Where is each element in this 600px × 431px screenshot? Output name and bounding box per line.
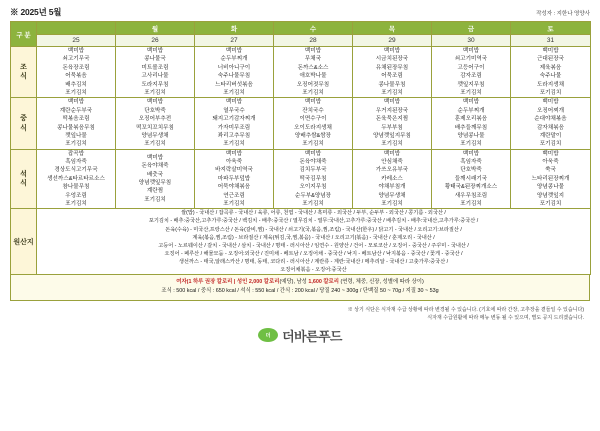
origin-line-6: 생선까스 - 태국,알래스카산 / 명태, 동태, 코다리 - 러시아산 / 계란류 - 계란:국내산 / 메추리알 - 국내산 / 고춧가루:중국산 / <box>178 258 449 265</box>
menu-cell-r1-c0: 백미밥 계란순두부국 떡볶음조림 콩나물볶음무침 깻잎나물 포기김치 <box>37 98 116 149</box>
menu-cell-r1-c3: 백미밥 잔치국수 이면수구이 오이도라지생채 양배추쌈&쌈장 포기김치 <box>274 98 353 149</box>
menu-cell-r1-c5: 백미밥 순두부찌개 훈제오리볶음 배추들깨무침 양념콩나물 포기김치 <box>432 98 511 149</box>
origin-line-5: 오징어 - 페루산 / 해물모둠 - 오징어:외국산 / 진미채 - 베트남 / 오징어채 - 중국산 / 낙지 - 베트남산 / 낙지볶음 - 중국산 / 꽃게 - 중국산 / <box>164 250 463 257</box>
menu-cell-r0-c1: 백미밥 콩나물국 미트볼조림 고사리나물 도라지무침 포기김치 <box>116 47 195 98</box>
menu-cell-r1-c2: 백미밥 열무국수 돼지고기감자찌개 가자미무조림 꽈리고추무침 포기김치 <box>195 98 274 149</box>
origin-line-3: 계육(볶음,찜,조림) - 브라질산 / 계육(튀김,국,찜,볶음) - 국내산 / 오리고기(볶음) - 국내산 / 훈제오리 - 국내산 / <box>192 234 435 241</box>
menu-cell-r2-c6: 백미밥 아욱죽 쑥국 느타리된장찌개 양념콩나물 양념깻잎지 포기김치 <box>511 149 591 209</box>
date-cell-30: 30 <box>432 35 511 47</box>
menu-cell-r0-c4: 백미밥 시금치된장국 유채된장무침 어묵조림 콩나물무침 포기김치 <box>353 47 432 98</box>
calorie-line-1 <box>13 278 587 287</box>
menu-cell-r2-c0: 잡곡밥 흑임자죽 경상도식고기무국 생선까스&타르타르소스 참나물무침 우엉조림 포기김치 <box>37 149 116 209</box>
menu-table <box>10 21 591 275</box>
logo-icon: 더 <box>258 328 278 342</box>
menu-cell-r2-c1: 백미밥 돈육야채죽 배춧국 양념깻잎무침 계란찜 포기김치 <box>116 149 195 209</box>
calorie-mid: (예당), 남성 <box>279 278 309 285</box>
date-cell-27: 27 <box>195 35 274 47</box>
origin-label: 원산지 <box>11 209 37 275</box>
menu-cell-r1-c4: 백미밥 우거지된장국 돈육묵은지찜 두부부침 양념깻잎지무침 포기김치 <box>353 98 432 149</box>
date-cell-28: 28 <box>274 35 353 47</box>
calorie-value-a: 2,000 칼로리 <box>248 278 280 285</box>
calorie-guide <box>10 275 590 301</box>
menu-cell-r1-c1: 백미밥 단호박죽 오징어부추전 떡꼬치꼬치무침 양념무생채 포기김치 <box>116 98 195 149</box>
menu-cell-r2-c3: 백미밥 돈육야채죽 김치두부국 떡국김무침 오이지무침 순두부&양념장 포기김치 <box>274 149 353 209</box>
origin-line-0: 쌀(밥) - 국내산 / 잡곡류 - 국내산 / 육류, 어류, 천엽 - 국내산 / 흑미류 - 외국산 / 두부, 순두부 - 외국산 / 콩기름 - 외국산 / <box>181 210 446 217</box>
author-meta: 작성자 : 지한나 영양사 <box>536 11 590 17</box>
menu-cell-r2-c4: 백미밥 안심채죽 가쓰오유부국 카레소스 야채부침개 양념무생채 포기김치 <box>353 149 432 209</box>
meal-row-label-1: 중 식 <box>11 98 37 149</box>
menu-cell-r0-c5: 백미밥 쇠고기미역국 고등어구이 감자조림 깻잎지무침 포기김치 <box>432 47 511 98</box>
date-cell-29: 29 <box>353 35 432 47</box>
column-header-division: 구 분 <box>11 22 37 47</box>
day-header-0 <box>37 22 116 35</box>
origin-body <box>37 209 591 275</box>
date-cell-26: 26 <box>116 35 195 47</box>
page-title: ※ 2025년 5월 <box>10 7 62 17</box>
footnote-1: ※ 상기 식단은 식자재 수급 상황에 따라 변경될 수 있습니다. (기호에 따라 간장, 고추장을 곁들일 수 있습니다) <box>347 306 584 313</box>
document-header <box>10 6 590 18</box>
date-cell-31: 31 <box>511 35 591 47</box>
origin-line-7: 오징어채볶음 - 오징어:중국산 <box>280 266 347 273</box>
footnote-2: 식자재 수급원활에 따라 메뉴 변동 될 수 있으며, 별도 공지 드리겠습니다. <box>427 314 584 321</box>
logo-text: 더바른푸드 <box>282 328 342 344</box>
calorie-value-b: 1,600 칼로리 <box>308 278 339 285</box>
origin-line-1: 포기김치 - 배추:중국산,고추가루:중국산 / 백김치 - 배추:중국산 / 열무김치 - 열무:국내산,고추가루:중국산 / 배추김치 - 배추:국내산,고추가루:중국산 / <box>148 218 479 225</box>
day-header-3: 수 <box>274 22 353 35</box>
menu-cell-r0-c0: 백미밥 쇠고기무국 돈육장조림 어묵볶음 배추김치 포기김치 <box>37 47 116 98</box>
day-header-5: 금 <box>432 22 511 35</box>
meal-row-label-0: 조 식 <box>11 47 37 98</box>
menu-cell-r0-c3: 백미밥 무채국 돈까스&소스 애호박나물 오징어젓무침 포기김치 <box>274 47 353 98</box>
origin-line-2: 돈육(수육) - 미국산,프랑스산 / 돈육(갈비,찜) - 국내산 / 쇠고기(국,볶음,찜,조림) - 국내산(한우) / 닭고기 - 국내산 / 오리고기:브라질산 / <box>165 226 462 233</box>
calorie-line-2: 조식 : 500 kcal / 중식 : 650 kcal / 석식 : 550 kcal / 간식 : 200 kcal / 당질 240 ~ 300g / 단백질 50 ~ 70g / 지질 30 ~ 53g <box>161 287 439 294</box>
day-header-6: 토 <box>511 22 591 35</box>
menu-cell-r0-c6: 백미밥 근대된장국 제육볶음 숙주나물 도라지생채 포기김치 <box>511 47 591 98</box>
meal-row-label-2: 석 식 <box>11 149 37 209</box>
footnotes <box>10 306 590 322</box>
date-cell-25: 25 <box>37 35 116 47</box>
day-header-1: 월 <box>116 22 195 35</box>
calorie-prefix: 여자(1 하루 권장 칼로리 | 성인 <box>176 278 249 285</box>
day-header-4: 목 <box>353 22 432 35</box>
origin-line-4: 고등어 - 노르웨이산 / 갈치 - 국내산 / 삼치 - 국내산 / 명태 - 러시아산 / 임연수 - 원양산 / 건어 - 모로코산 / 오징어 - 중국산 / 주꾸미 - 국내산 / <box>158 242 469 249</box>
day-header-2: 화 <box>195 22 274 35</box>
menu-cell-r2-c5: 백미밥 흑임자죽 단호박죽 들깨시래기국 황태국&된장찌개소스 새우무침조림 포기김치 <box>432 149 511 209</box>
menu-cell-r0-c2: 백미밥 순두부찌개 너비아니구이 숙주나물무침 느타리버섯볶음 포기김치 <box>195 47 274 98</box>
menu-cell-r1-c6: 백미밥 오징어찌개 순대야채볶음 감자채볶음 계란말이 포기김치 <box>511 98 591 149</box>
menu-cell-r2-c2: 백미밥 아욱죽 바지락살미역국 마파두부덮밥 어묵야채볶음 연근조림 포기김치 <box>195 149 274 209</box>
calorie-suffix: (연령, 체중, 신장, 성별에 따라 상이) <box>338 278 424 285</box>
brand-footer <box>10 326 590 345</box>
